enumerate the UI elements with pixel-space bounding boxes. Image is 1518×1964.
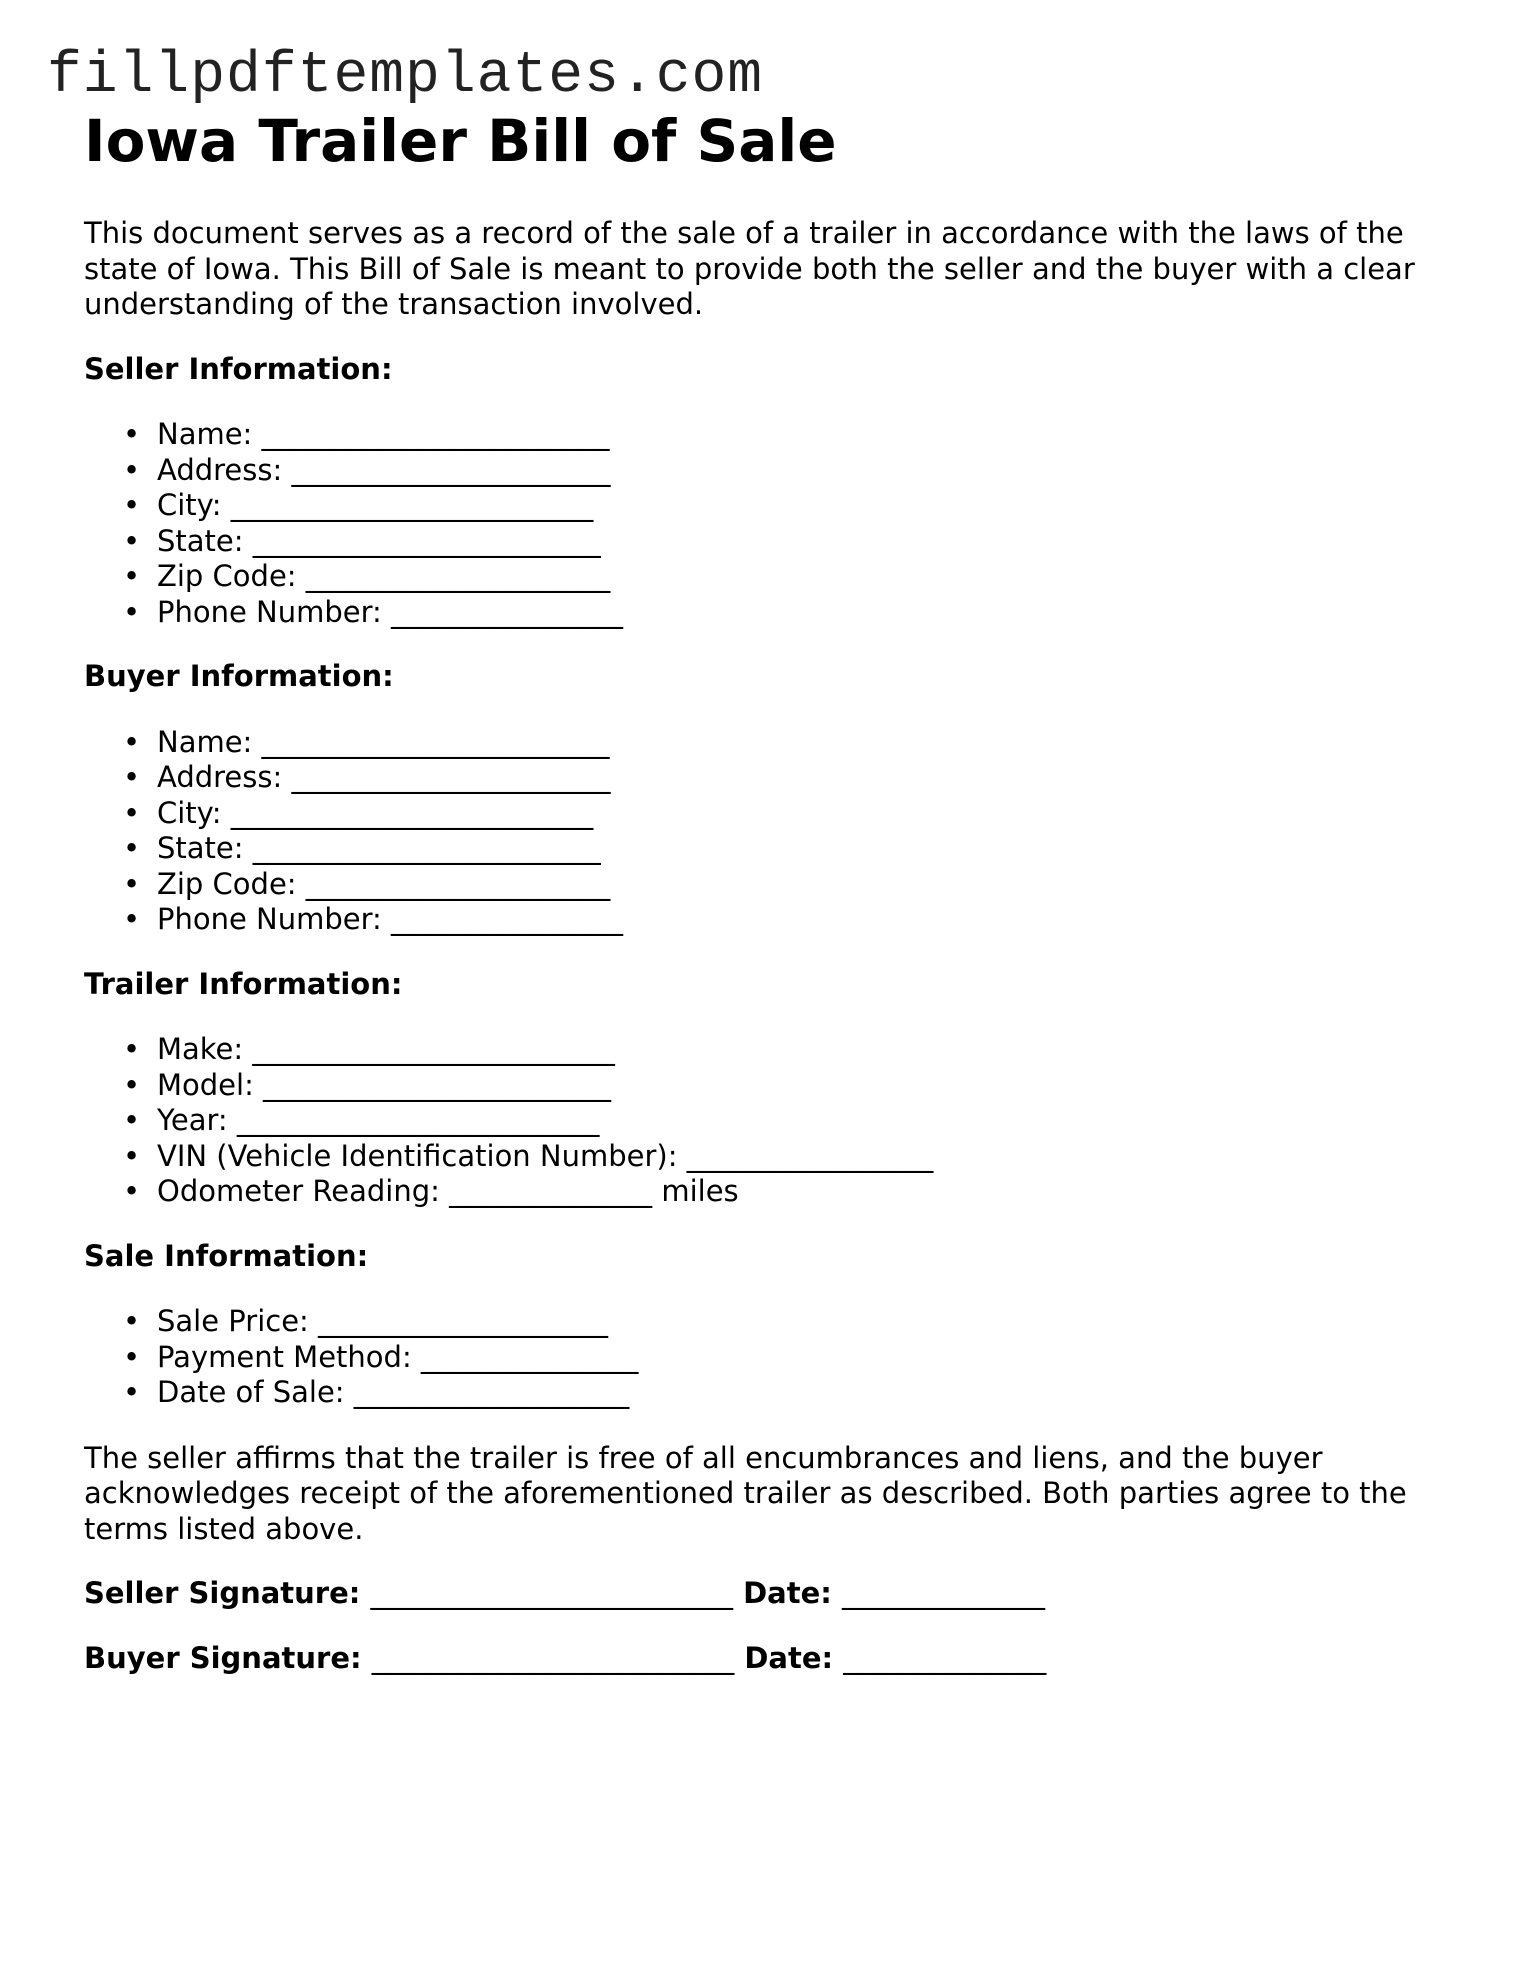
buyer-zip-field: • Zip Code: _____________________ [157, 867, 1444, 903]
buyer-signature-label: Buyer Signature: [84, 1640, 362, 1675]
watermark: fillpdftemplates.com [47, 44, 764, 109]
buyer-date-label: Date: [744, 1640, 834, 1675]
trailer-make-field: • Make: _________________________ [157, 1032, 1444, 1068]
buyer-signature-line [84, 1641, 1444, 1677]
seller-signature-line [84, 1576, 1444, 1612]
seller-signature-label: Seller Signature: [84, 1576, 361, 1610]
sale-heading: Sale Information: [84, 1238, 369, 1273]
buyer-state-field: • State: ________________________ [157, 831, 1444, 867]
seller-address-field: • Address: ______________________ [157, 453, 1444, 489]
seller-name-field: • Name: ________________________ [157, 417, 1444, 453]
trailer-field-list [84, 1032, 1444, 1210]
trailer-vin-field: • VIN (Vehicle Identification Number): _________________ [157, 1139, 1444, 1175]
buyer-name-field: • Name: ________________________ [157, 725, 1444, 761]
seller-phone-field: • Phone Number: ________________ [157, 595, 1444, 631]
sale-field-list [84, 1304, 1444, 1411]
buyer-heading: Buyer Information: [84, 659, 394, 693]
sale-price-field: • Sale Price: ____________________ [157, 1304, 1444, 1340]
buyer-phone-field: • Phone Number: ________________ [157, 902, 1444, 938]
seller-zip-field: • Zip Code: _____________________ [157, 559, 1444, 595]
trailer-odometer-field: • Odometer Reading: ______________ miles [157, 1174, 1444, 1210]
trailer-year-field: • Year: _________________________ [157, 1103, 1444, 1139]
intro-paragraph: This document serves as a record of the sale of a trailer in accordance with the laws of the state of Iowa. This Bill of Sale is meant to provide both the seller and the buyer with a clear understanding of the transaction involved. [84, 216, 1415, 321]
buyer-date-blank: ______________ [843, 1640, 1047, 1675]
date-of-sale-field: • Date of Sale: ___________________ [157, 1375, 1444, 1411]
seller-signature-blank: _________________________ [370, 1576, 733, 1610]
document-body [84, 100, 1444, 1676]
seller-date-blank: ______________ [842, 1576, 1045, 1610]
closing-paragraph: The seller affirms that the trailer is free of all encumbrances and liens, and the buyer acknowledges receipt of the aforementioned trailer as described. Both parties agree to the terms listed above. [84, 1440, 1407, 1546]
buyer-signature-blank: _________________________ [371, 1640, 735, 1675]
seller-city-field: • City: _________________________ [157, 488, 1444, 524]
seller-heading: Seller Information: [84, 351, 393, 386]
trailer-heading: Trailer Information: [84, 966, 403, 1001]
buyer-address-field: • Address: ______________________ [157, 760, 1444, 796]
seller-field-list [84, 417, 1444, 630]
buyer-city-field: • City: _________________________ [157, 796, 1444, 832]
trailer-model-field: • Model: ________________________ [157, 1068, 1444, 1104]
payment-method-field: • Payment Method: _______________ [157, 1340, 1444, 1376]
seller-state-field: • State: ________________________ [157, 524, 1444, 560]
seller-date-label: Date: [743, 1576, 832, 1610]
buyer-field-list [84, 725, 1444, 938]
document-title: Iowa Trailer Bill of Sale [84, 107, 837, 175]
